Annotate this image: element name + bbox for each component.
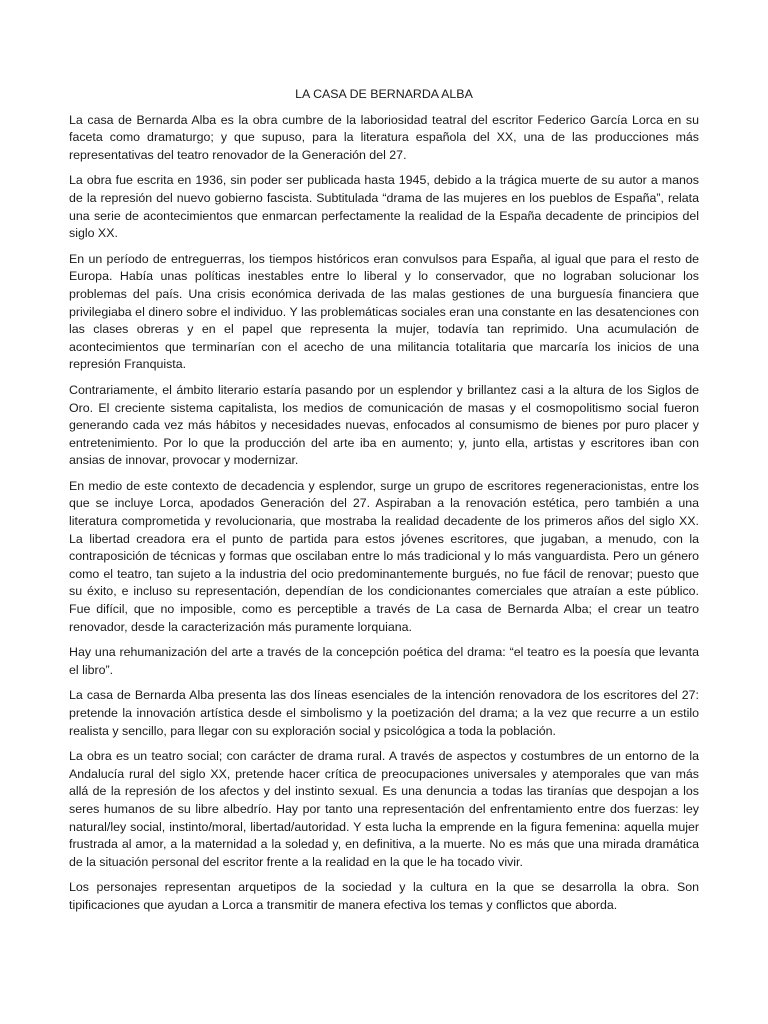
paragraph-5: En medio de este contexto de decadencia y esplendor, surge un grupo de escritores regeneracionistas, entre los que se incluye Lorca, apodados Generación del 27. Aspiraban a la renovación estética, pero también a una literatura comprometida y revolucionaria, que mostraba la realidad decadente de los primeros años del siglo XX. La libertad creadora era el punto de partida para estos jóvenes escritores, que jugaban, a menudo, con la contraposición de técnicas y formas que oscilaban entre lo más tradicional y lo más vanguardista. Pero un género como el teatro, tan sujeto a la industria del ocio predominantemente burgués, no fue fácil de renovar; puesto que su éxito, e incluso su representación, dependían de los condicionantes comerciales que atraían a este público. Fue difícil, que no imposible, como es perceptible a través de La casa de Bernarda Alba; el crear un teatro renovador, desde la caracterización más puramente lorquiana. — [69, 478, 699, 634]
document-title: LA CASA DE BERNARDA ALBA — [295, 87, 473, 101]
paragraph-1: La casa de Bernarda Alba es la obra cumbre de la laboriosidad teatral del escritor Federico García Lorca en su faceta como dramaturgo; y que supuso, para la literatura española del XX, una de las producciones más representativas del teatro renovador de la Generación del 27. — [69, 112, 699, 162]
paragraph-7: La casa de Bernarda Alba presenta las dos líneas esenciales de la intención renovadora de los escritores del 27: pretende la innovación artística desde el simbolismo y la poetización del drama; a la vez que recurre a un estilo realista y sencillo, para llegar con su exploración social y psicológica a toda la población. — [69, 688, 699, 738]
paragraph-9: Los personajes representan arquetipos de la sociedad y la cultura en la que se desarrolla la obra. Son tipificaciones que ayudan a Lorca a transmitir de manera efectiva los temas y conflictos que aborda. — [69, 880, 699, 912]
document-page — [69, 86, 699, 923]
paragraph-3: En un período de entreguerras, los tiempos históricos eran convulsos para España, al igual que para el resto de Europa. Había unas políticas inestables entre lo liberal y lo conservador, que no lograban solucionar los problemas del país. Una crisis económica derivada de las malas gestiones de una burguesía financiera que privilegiaba el dinero sobre el individuo. Y las problemáticas sociales eran una constante en las desatenciones con las clases obreras y en el papel que representa la mujer, todavía tan reprimido. Una acumulación de acontecimientos que terminarían con el acecho de una militancia totalitaria que marcaría los inicios de una represión Franquista. — [69, 251, 699, 372]
paragraph-6: Hay una rehumanización del arte a través de la concepción poética del drama: “el teatro es la poesía que levanta el libro”. — [69, 645, 699, 677]
paragraph-4: Contrariamente, el ámbito literario estaría pasando por un esplendor y brillantez casi a la altura de los Siglos de Oro. El creciente sistema capitalista, los medios de comunicación de masas y el cosmopolitismo social fueron generando cada vez más hábitos y necesidades nuevas, enfocados al consumismo de bienes por puro placer y entretenimiento. Por lo que la producción del arte iba en aumento; y, junto ella, artistas y escritores iban con ansias de innovar, provocar y modernizar. — [69, 382, 699, 468]
paragraph-2: La obra fue escrita en 1936, sin poder ser publicada hasta 1945, debido a la trágica muerte de su autor a manos de la represión del nuevo gobierno fascista. Subtitulada “drama de las mujeres en los pueblos de España”, relata una serie de acontecimientos que enmarcan perfectamente la realidad de la España decadente de principios del siglo XX. — [69, 173, 699, 241]
paragraph-8: La obra es un teatro social; con carácter de drama rural. A través de aspectos y costumbres de un entorno de la Andalucía rural del siglo XX, pretende hacer crítica de preocupaciones universales y atemporales que van más allá de la represión de los afectos y del instinto sexual. Es una denuncia a todas las tiranías que despojan a los seres humanos de su libre albedrío. Hay por tanto una representación del enfrentamiento entre dos fuerzas: ley natural/ley social, instinto/moral, libertad/autoridad. Y esta lucha la emprende en la figura femenina: aquella mujer frustrada al amor, a la maternidad a la soledad y, en definitiva, a la muerte. No es más que una mirada dramática de la situación personal del escritor frente a la realidad en la que le ha tocado vivir. — [69, 749, 699, 869]
